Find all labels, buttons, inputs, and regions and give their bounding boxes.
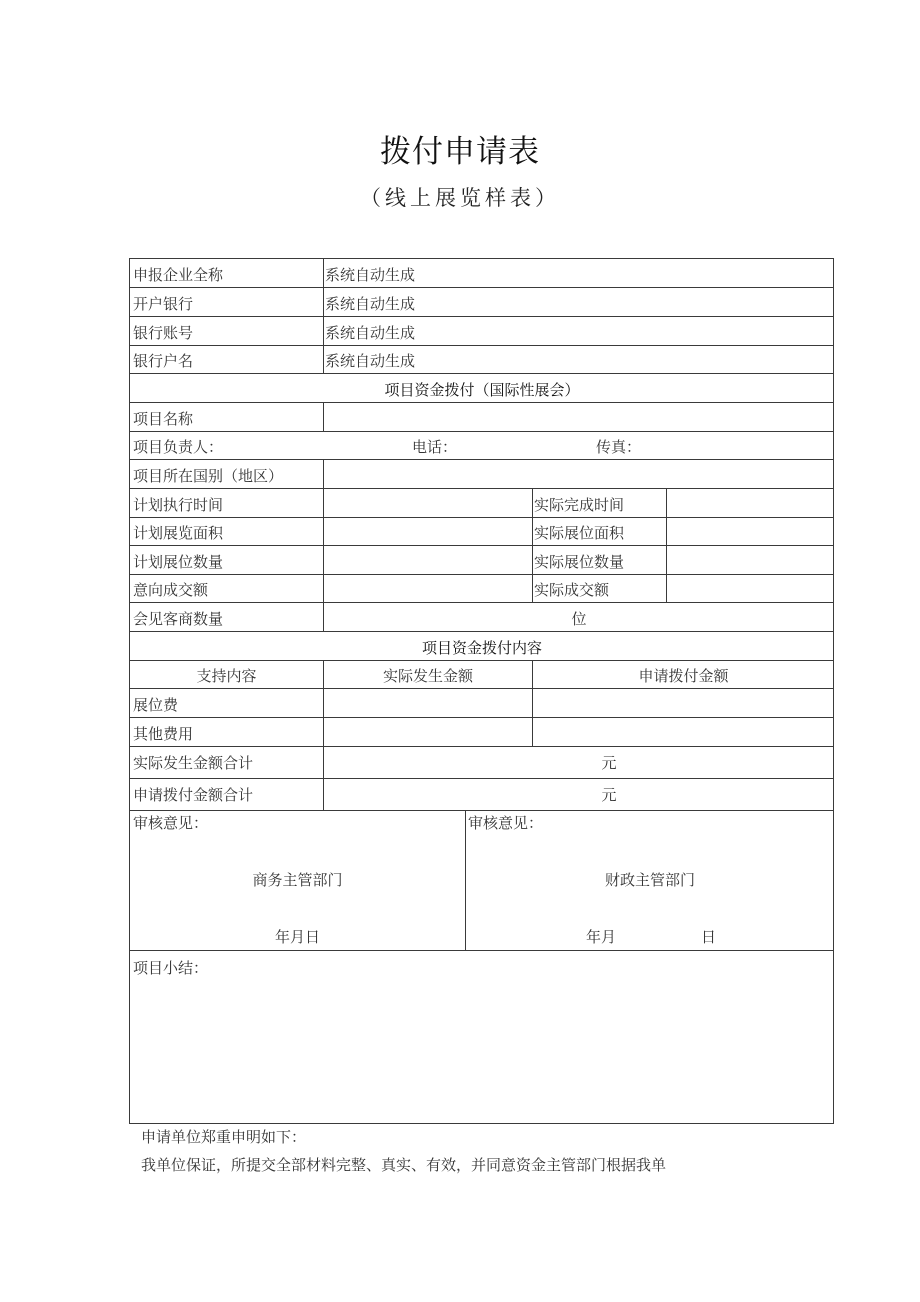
section-title-content: 项目资金拨付内容 [421,639,542,657]
review-right-label: 审核意见： [468,814,544,832]
row-divider [130,373,834,374]
header-support-content: 支持内容 [196,667,257,685]
declaration-text: 我单位保证，所提交全部材料完整、真实、有效，并同意资金主管部门根据我单 [141,1156,667,1174]
review-right-date-day: 日 [701,928,717,946]
merchant-count-label: 会见客商数量 [133,610,224,628]
account-number-value: 系统自动生成 [325,324,416,342]
plan-booths-label: 计划展位数量 [133,553,224,571]
column-divider [323,402,324,431]
actual-time-label: 实际完成时间 [534,496,625,514]
row-divider [130,688,834,689]
application-form-table [129,258,834,1124]
bank-label: 开户银行 [133,295,194,313]
project-name-label: 项目名称 [133,410,194,428]
row-divider [130,545,834,546]
bank-value: 系统自动生成 [325,295,416,313]
column-divider [323,259,324,374]
row-divider [130,778,834,779]
other-fee-label: 其他费用 [133,725,194,743]
commerce-department: 商务主管部门 [252,871,343,889]
total-actual-label: 实际发生金额合计 [133,754,254,772]
row-divider [130,345,834,346]
total-actual-unit: 元 [601,754,617,772]
row-divider [130,316,834,317]
review-left-date: 年月日 [274,928,320,946]
row-divider [130,459,834,460]
header-actual-amount: 实际发生金额 [382,667,473,685]
actual-booths-label: 实际展位数量 [534,553,625,571]
row-divider [130,810,834,811]
fax-label: 传真： [596,438,642,456]
booth-fee-label: 展位费 [133,696,179,714]
project-country-label: 项目所在国别（地区） [133,467,284,485]
row-divider [130,517,834,518]
column-divider [323,459,324,631]
row-divider [130,431,834,432]
row-divider [130,287,834,288]
project-summary-label: 项目小结： [133,959,209,977]
account-number-label: 银行账号 [133,324,194,342]
row-divider [130,488,834,489]
account-name-value: 系统自动生成 [325,352,416,370]
finance-department: 财政主管部门 [604,871,695,889]
plan-time-label: 计划执行时间 [133,496,224,514]
merchant-count-unit: 位 [571,610,587,628]
header-apply-amount: 申请拨付金额 [638,667,729,685]
form-title: 拨付申请表 [380,134,540,170]
total-apply-unit: 元 [601,786,617,804]
row-divider [130,950,834,951]
review-right-date-ym: 年月 [586,928,617,946]
phone-label: 电话： [412,438,458,456]
project-lead-label: 项目负责人： [133,438,224,456]
column-divider [532,488,533,603]
row-divider [130,574,834,575]
actual-deal-label: 实际成交额 [534,581,610,599]
total-apply-label: 申请拨付金额合计 [133,786,254,804]
company-name-label: 申报企业全称 [133,266,224,284]
actual-area-label: 实际展位面积 [534,524,625,542]
row-divider [130,631,834,632]
intended-deal-label: 意向成交额 [133,581,209,599]
column-divider [666,488,667,603]
row-divider [130,746,834,747]
section-title-funding: 项目资金拨付（国际性展会） [384,381,580,399]
form-subtitle: （线上展览样表） [360,186,560,210]
row-divider [130,602,834,603]
review-left-label: 审核意见： [133,814,209,832]
plan-area-label: 计划展览面积 [133,524,224,542]
row-divider [130,402,834,403]
account-name-label: 银行户名 [133,352,194,370]
declaration-heading: 申请单位郑重申明如下： [141,1128,307,1146]
company-name-value: 系统自动生成 [325,266,416,284]
row-divider [130,660,834,661]
row-divider [130,717,834,718]
